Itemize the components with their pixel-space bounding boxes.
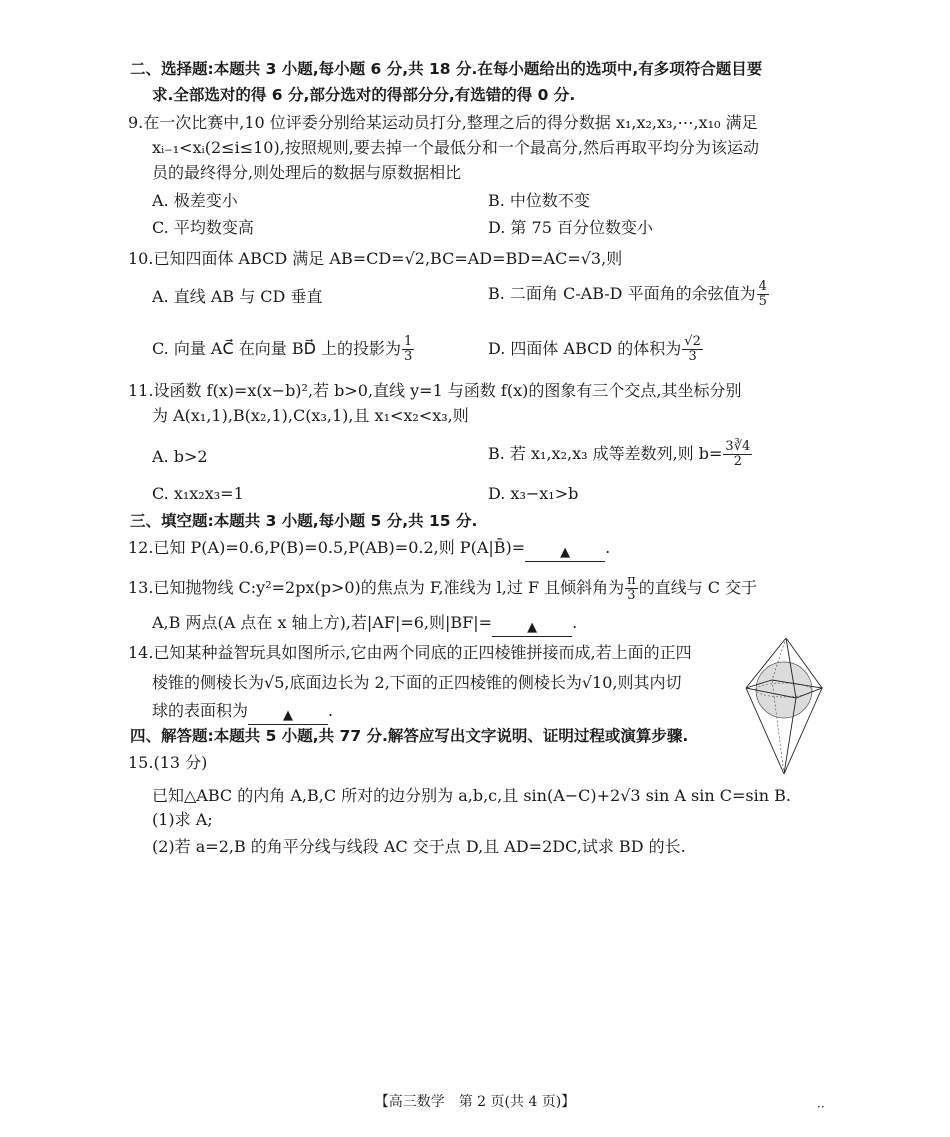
corner-mark: ··	[817, 1100, 825, 1114]
q10-option-d-text: D. 四面体 ABCD 的体积为	[488, 339, 682, 358]
q10-option-c-fraction	[402, 335, 414, 364]
q9-option-b: B. 中位数不变	[488, 191, 590, 210]
q12-text: 12.已知 P(A)=0.6,P(B)=0.5,P(AB)=0.2,则 P(A|B̄)=	[128, 538, 526, 557]
q14-line3	[152, 700, 333, 725]
q14-end: .	[328, 701, 334, 720]
section4-heading: 四、解答题:本题共 5 小题,共 77 分.解答应写出文字说明、证明过程或演算步骤.	[130, 727, 689, 745]
q12-answer-blank: ▲	[525, 545, 605, 562]
q9-line1: 9.在一次比赛中,10 位评委分别给某运动员打分,整理之后的得分数据 x₁,x₂,x₃,⋯,x₁₀ 满足	[128, 113, 758, 132]
q10-option-d-fraction	[682, 335, 703, 364]
q9-option-a: A. 极差变小	[152, 191, 238, 210]
q10-option-a: A. 直线 AB 与 CD 垂直	[152, 287, 323, 306]
q9-line2: xᵢ₋₁<xᵢ(2≤i≤10),按照规则,要去掉一个最低分和一个最高分,然后再取平均分为该运动	[152, 138, 759, 157]
fraction-numerator: π	[627, 573, 636, 588]
q15-part1: (1)求 A;	[152, 810, 213, 829]
fraction-numerator: 1	[404, 334, 413, 349]
q10-option-b	[488, 280, 770, 309]
section2-heading-line2: 求.全部选对的得 6 分,部分选对的得部分分,有选错的得 0 分.	[152, 86, 576, 104]
fraction-denominator: 2	[733, 454, 742, 469]
fraction-denominator: 5	[758, 294, 767, 309]
fraction-numerator: 4	[758, 279, 767, 294]
q12-line	[128, 537, 610, 562]
q13-line1	[128, 574, 757, 603]
fraction-numerator: √2	[684, 334, 701, 349]
q9-line3: 员的最终得分,则处理后的数据与原数据相比	[152, 163, 462, 182]
q10-option-c-text: C. 向量 AC⃗ 在向量 BD⃗ 上的投影为	[152, 339, 401, 358]
q14-line2: 棱锥的侧棱长为√5,底面边长为 2,下面的正四棱锥的侧棱长为√10,则其内切	[152, 673, 682, 692]
q14-answer-blank: ▲	[248, 708, 328, 725]
q13-line2	[152, 612, 577, 637]
q15-line1: 已知△ABC 的内角 A,B,C 所对的边分别为 a,b,c,且 sin(A−C)+2√3 sin A sin C=sin B.	[152, 786, 791, 805]
q10-option-b-text: B. 二面角 C-AB-D 平面角的余弦值为	[488, 284, 756, 303]
q9-option-d: D. 第 75 百分位数变小	[488, 218, 653, 237]
fraction-denominator: 3	[627, 588, 636, 603]
q10-stem: 10.已知四面体 ABCD 满足 AB=CD=√2,BC=AD=BD=AC=√3,则	[128, 249, 623, 268]
q15-part2: (2)若 a=2,B 的角平分线与线段 AC 交于点 D,且 AD=2DC,试求 BD 的长.	[152, 837, 686, 856]
q14-line1: 14.已知某种益智玩具如图所示,它由两个同底的正四棱锥拼接而成,若上面的正四	[128, 643, 692, 662]
q11-option-a: A. b>2	[152, 447, 208, 466]
q14-text: 球的表面积为	[152, 701, 249, 720]
q11-option-b-fraction	[723, 440, 752, 469]
q12-end: .	[605, 538, 611, 557]
q11-option-b	[488, 440, 753, 469]
q11-line2: 为 A(x₁,1),B(x₂,1),C(x₃,1),且 x₁<x₂<x₃,则	[152, 406, 469, 425]
q13-answer-blank: ▲	[492, 620, 572, 637]
q10-option-c	[152, 335, 415, 364]
q13-fraction	[625, 574, 638, 603]
q11-option-d: D. x₃−x₁>b	[488, 484, 579, 503]
q13-text-c: A,B 两点(A 点在 x 轴上方),若|AF|=6,则|BF|=	[152, 613, 493, 632]
q9-option-c: C. 平均数变高	[152, 218, 254, 237]
q11-line1: 11.设函数 f(x)=x(x−b)²,若 b>0,直线 y=1 与函数 f(x)的图象有三个交点,其坐标分别	[128, 381, 742, 400]
q13-end: .	[572, 613, 578, 632]
fraction-numerator: 3∛4	[725, 439, 751, 454]
q11-option-c: C. x₁x₂x₃=1	[152, 484, 244, 503]
page-footer: 【高三数学 第 2 页(共 4 页)】	[374, 1094, 576, 1110]
q13-text-a: 13.已知抛物线 C:y²=2px(p>0)的焦点为 F,准线为 l,过 F 且倾斜角为	[128, 578, 625, 597]
q10-option-b-fraction	[757, 280, 769, 309]
fraction-denominator: 3	[688, 349, 697, 364]
q15-header: 15.(13 分)	[128, 753, 208, 772]
q13-text-b: 的直线与 C 交于	[638, 578, 758, 597]
q10-option-d	[488, 335, 704, 364]
section2-heading-line1: 二、选择题:本题共 3 小题,每小题 6 分,共 18 分.在每小题给出的选项中,有多项符合题目要	[130, 60, 763, 78]
bipyramid-drawing	[746, 638, 822, 774]
inscribed-sphere	[756, 662, 812, 718]
section3-heading: 三、填空题:本题共 3 小题,每小题 5 分,共 15 分.	[130, 512, 478, 530]
q11-option-b-text: B. 若 x₁,x₂,x₃ 成等差数列,则 b=	[488, 444, 723, 463]
double-pyramid-figure	[742, 636, 826, 776]
fraction-denominator: 3	[404, 349, 413, 364]
